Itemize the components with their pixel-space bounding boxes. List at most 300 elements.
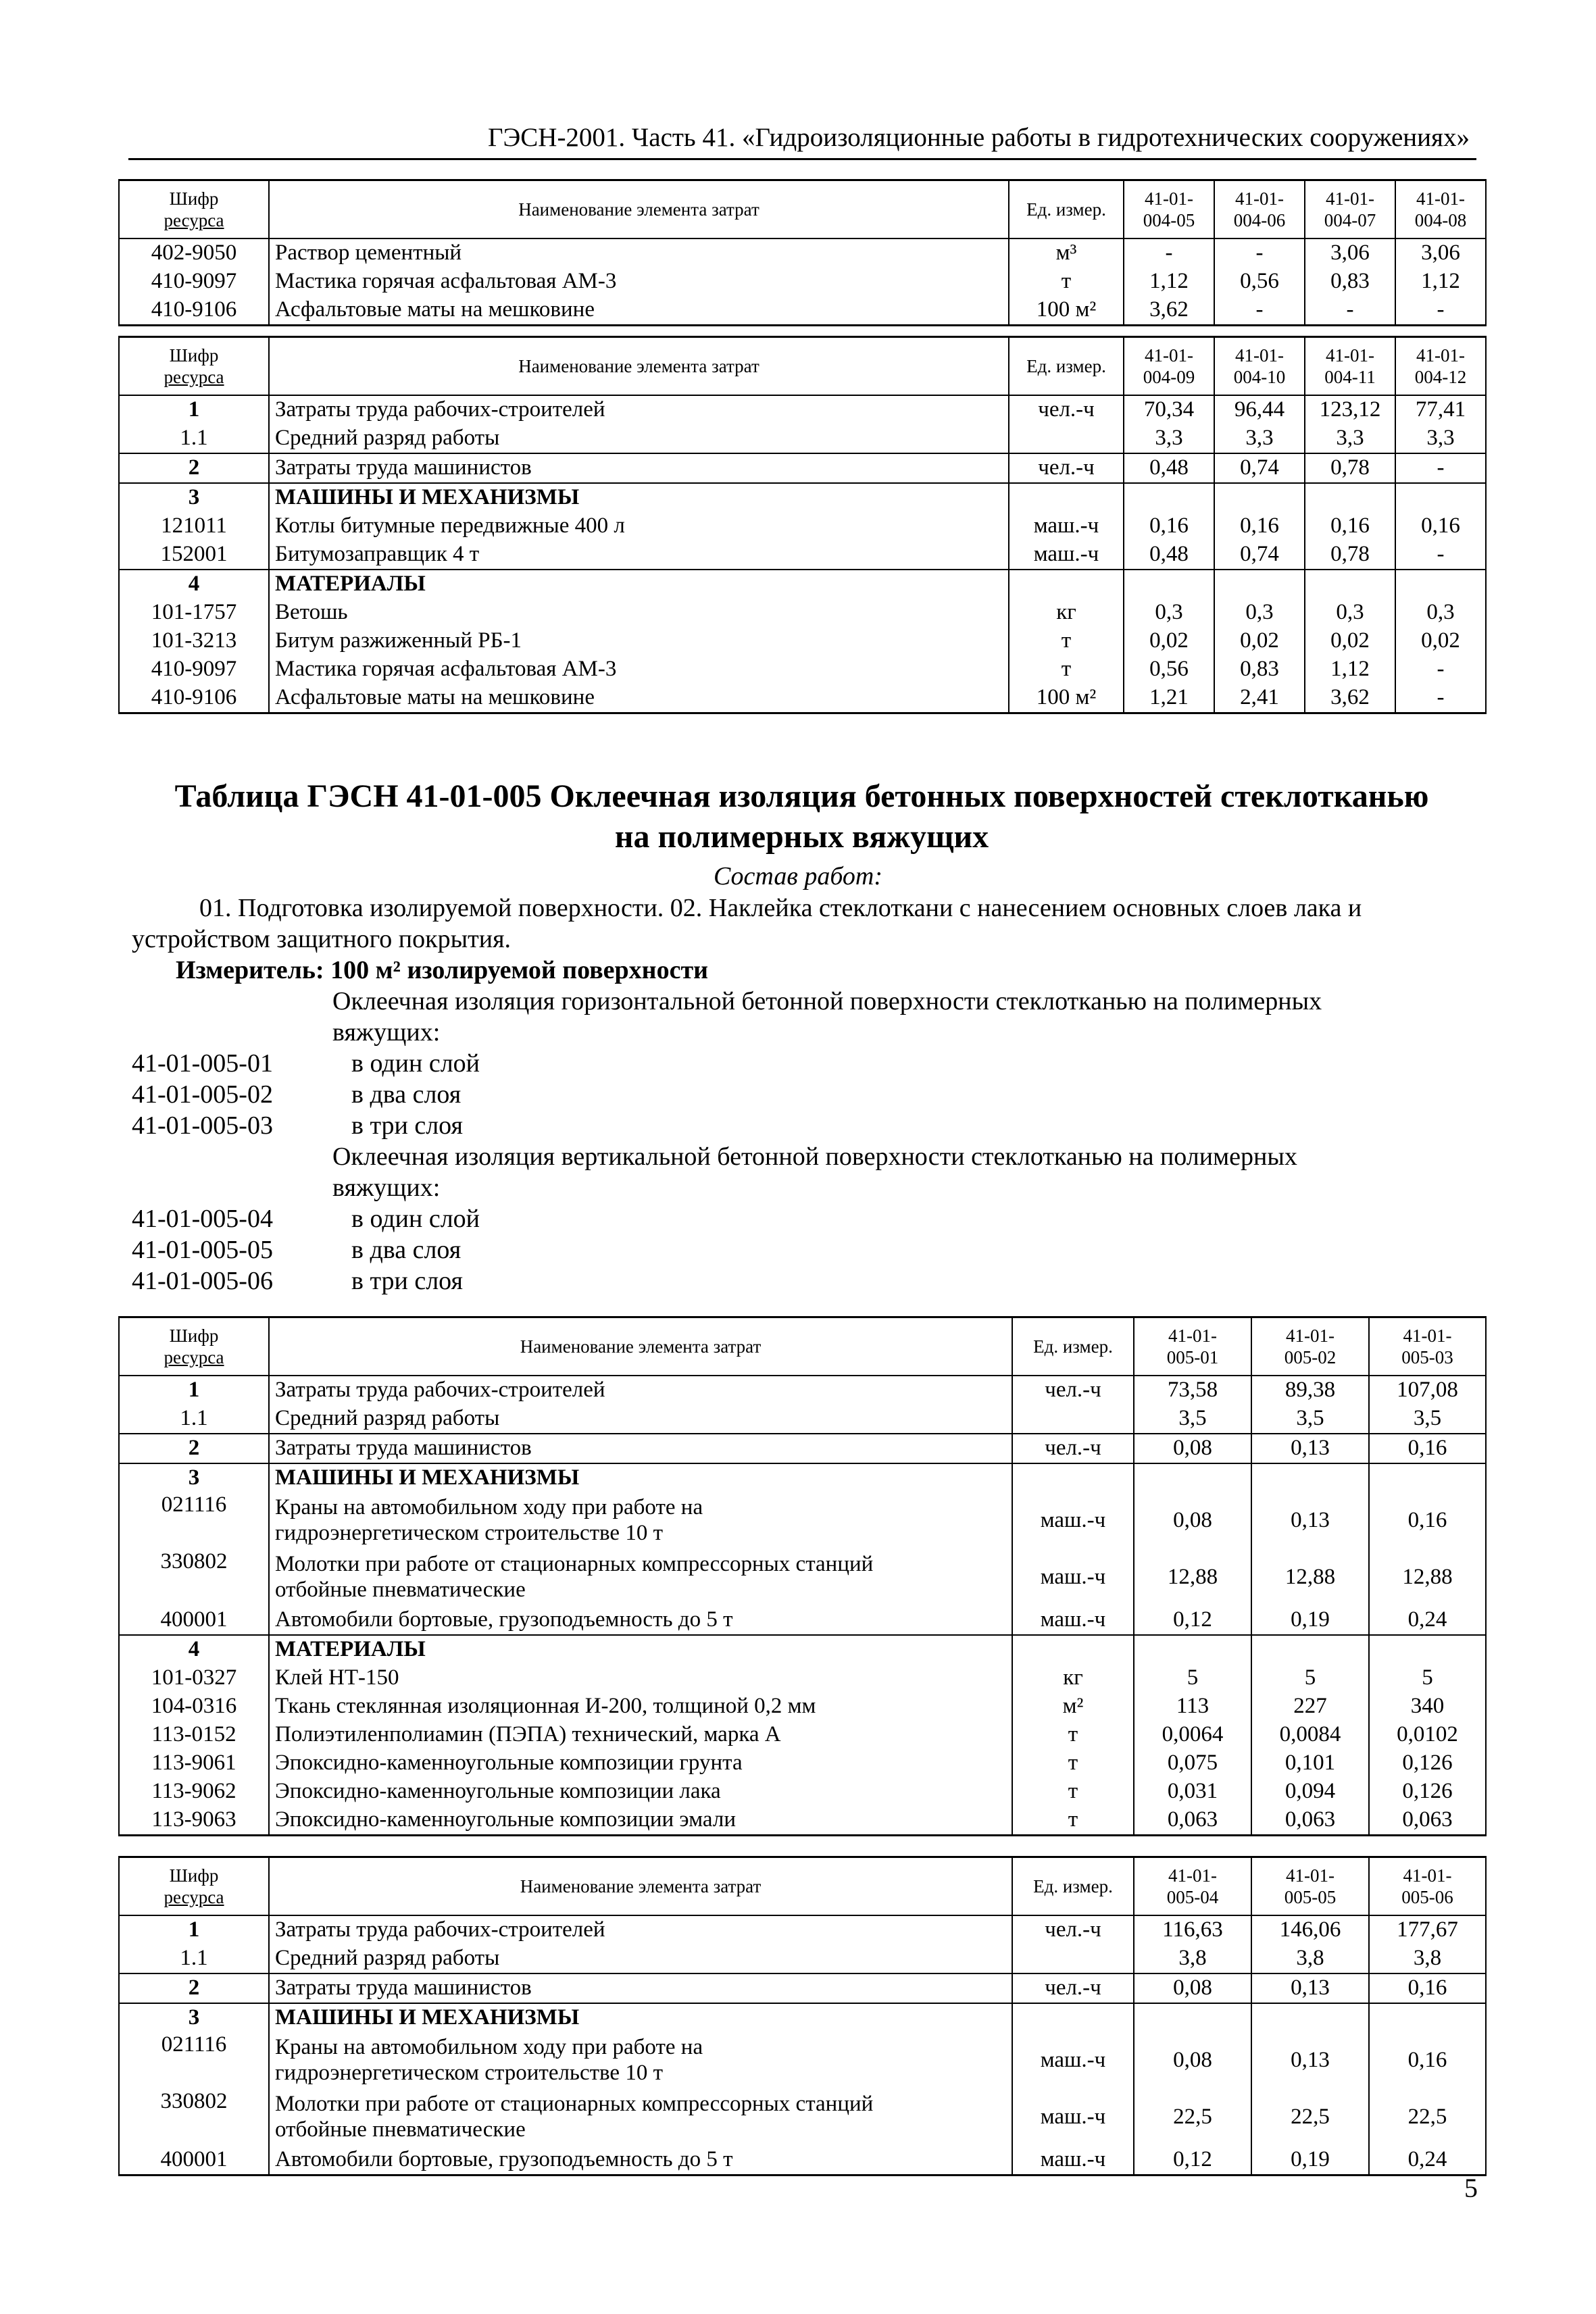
cell-value: - bbox=[1214, 238, 1305, 268]
cell-value: 12,88 bbox=[1369, 1549, 1486, 1606]
table-row bbox=[119, 296, 1486, 326]
cell-value: 177,67 bbox=[1369, 1915, 1486, 1944]
cell-name bbox=[269, 1434, 1012, 1463]
col-head-name: Наименование элемента затрат bbox=[269, 180, 1009, 239]
table-row bbox=[119, 2003, 1486, 2032]
cell-name-line: Эпоксидно-каменноугольные композиции грунта bbox=[275, 1751, 743, 1776]
col-head-norm bbox=[1305, 180, 1395, 239]
col-head-norm bbox=[1134, 1857, 1251, 1916]
cell-value: 12,88 bbox=[1251, 1549, 1369, 1606]
table-row bbox=[119, 395, 1486, 424]
col-head-norm-line2: 005-02 bbox=[1284, 1347, 1337, 1367]
cell-value: 3,06 bbox=[1305, 238, 1395, 268]
table-row bbox=[119, 1405, 1486, 1434]
table-row bbox=[119, 238, 1486, 268]
cell-value: 0,16 bbox=[1395, 512, 1486, 540]
cell-unit: чел.-ч bbox=[1012, 1376, 1134, 1405]
cell-value bbox=[1305, 483, 1395, 512]
cell-value: 0,83 bbox=[1305, 268, 1395, 296]
cell-unit: м³ bbox=[1009, 238, 1124, 268]
cell-value: 5 bbox=[1369, 1664, 1486, 1692]
col-head-norm-line2: 005-03 bbox=[1401, 1347, 1453, 1367]
cell-value bbox=[1134, 1463, 1251, 1492]
cell-value bbox=[1124, 483, 1214, 512]
cell-value: 3,8 bbox=[1251, 1944, 1369, 1973]
cell-value: 107,08 bbox=[1369, 1376, 1486, 1405]
cell-name: Асфальтовые маты на мешковине bbox=[269, 296, 1009, 326]
col-head-name: Наименование элемента затрат bbox=[269, 1317, 1012, 1376]
col-head-code-line1: Шифр bbox=[169, 188, 219, 209]
cell-name-line: Автомобили бортовые, грузоподъемность до 5 т bbox=[275, 1607, 733, 1632]
cell-code: 2 bbox=[119, 453, 269, 483]
cell-value: 0,02 bbox=[1214, 627, 1305, 655]
cell-value: 0,13 bbox=[1251, 1492, 1369, 1549]
table-41-01-004-09-12 bbox=[118, 336, 1487, 714]
cell-name bbox=[269, 1405, 1012, 1434]
cell-value: 96,44 bbox=[1214, 395, 1305, 424]
col-head-norm-line2: 004-08 bbox=[1414, 210, 1467, 230]
cell-value bbox=[1369, 1635, 1486, 1664]
cell-value bbox=[1251, 1635, 1369, 1664]
col-head-norm-line1: 41-01- bbox=[1168, 1865, 1217, 1886]
cell-code: 101-1757 bbox=[119, 599, 269, 627]
col-head-unit: Ед. измер. bbox=[1009, 180, 1124, 239]
cell-value: 116,63 bbox=[1134, 1915, 1251, 1944]
cell-name bbox=[269, 1664, 1012, 1692]
cell-value: 0,74 bbox=[1214, 540, 1305, 570]
table-row bbox=[119, 483, 1486, 512]
cell-unit bbox=[1012, 1405, 1134, 1434]
col-head-norm-line1: 41-01- bbox=[1326, 345, 1374, 366]
cell-value: 0,16 bbox=[1369, 1973, 1486, 2003]
cell-code: 1.1 bbox=[119, 1944, 269, 1973]
cell-code: 3 bbox=[119, 1463, 269, 1492]
cell-value bbox=[1134, 2003, 1251, 2032]
col-head-norm bbox=[1214, 180, 1305, 239]
col-head-code bbox=[119, 1857, 269, 1916]
col-head-norm bbox=[1251, 1317, 1369, 1376]
cell-value bbox=[1395, 483, 1486, 512]
col-head-unit: Ед. измер. bbox=[1012, 1857, 1134, 1916]
cell-name bbox=[269, 1492, 1012, 1549]
cell-code: 113-9062 bbox=[119, 1778, 269, 1806]
cell-name-line: МАШИНЫ И МЕХАНИЗМЫ bbox=[275, 2005, 580, 2030]
col-head-norm-line2: 004-07 bbox=[1324, 210, 1376, 230]
cell-name-line: Эпоксидно-каменноугольные композиции эмали bbox=[275, 1807, 736, 1832]
cell-name bbox=[269, 1749, 1012, 1778]
cell-value: 0,02 bbox=[1395, 627, 1486, 655]
cell-value: 0,0064 bbox=[1134, 1721, 1251, 1749]
cell-unit: т bbox=[1012, 1778, 1134, 1806]
cell-value: 22,5 bbox=[1134, 2089, 1251, 2146]
cell-name bbox=[269, 1806, 1012, 1836]
cell-unit: маш.-ч bbox=[1012, 2146, 1134, 2175]
col-head-norm-line2: 005-06 bbox=[1401, 1887, 1453, 1907]
col-head-name: Наименование элемента затрат bbox=[269, 337, 1009, 396]
cell-unit bbox=[1009, 483, 1124, 512]
cell-code: 021116 bbox=[119, 2032, 269, 2089]
table-row bbox=[119, 627, 1486, 655]
cell-unit bbox=[1012, 1944, 1134, 1973]
cell-unit: кг bbox=[1012, 1664, 1134, 1692]
cell-name-line: Затраты труда рабочих-строителей bbox=[275, 1917, 605, 1942]
col-head-norm-line1: 41-01- bbox=[1286, 1865, 1335, 1886]
col-head-norm-line1: 41-01- bbox=[1145, 188, 1193, 209]
cell-code: 2 bbox=[119, 1434, 269, 1463]
table-title-line1: Таблица ГЭСН 41-01-005 Оклеечная изоляция бетонных поверхностей стеклотканью bbox=[174, 778, 1429, 814]
col-head-norm-line2: 005-05 bbox=[1284, 1887, 1337, 1907]
cell-value: 3,3 bbox=[1305, 424, 1395, 453]
cell-value: 123,12 bbox=[1305, 395, 1395, 424]
col-head-code-line2: ресурса bbox=[164, 367, 224, 387]
col-head-code bbox=[119, 337, 269, 396]
cell-code: 410-9097 bbox=[119, 268, 269, 296]
col-head-norm bbox=[1395, 337, 1486, 396]
cell-code: 113-9063 bbox=[119, 1806, 269, 1836]
cell-name-line: отбойные пневматические bbox=[275, 2117, 526, 2142]
norm-description: в три слоя bbox=[351, 1111, 463, 1140]
cell-code: 3 bbox=[119, 483, 269, 512]
cell-value: 0,56 bbox=[1124, 655, 1214, 684]
cell-name-line: Полиэтиленполиамин (ПЭПА) технический, марка А bbox=[275, 1722, 781, 1747]
cell-name: Мастика горячая асфальтовая АМ-3 bbox=[269, 655, 1009, 684]
cell-value: 0,24 bbox=[1369, 1606, 1486, 1635]
cell-value bbox=[1251, 2003, 1369, 2032]
cell-name bbox=[269, 1549, 1012, 1606]
cell-code: 021116 bbox=[119, 1492, 269, 1549]
table-row bbox=[119, 1721, 1486, 1749]
cell-code: 104-0316 bbox=[119, 1692, 269, 1721]
table-row bbox=[119, 2146, 1486, 2175]
cell-value: 3,3 bbox=[1214, 424, 1305, 453]
cell-value bbox=[1305, 570, 1395, 599]
table-row bbox=[119, 1606, 1486, 1635]
cell-value: 5 bbox=[1251, 1664, 1369, 1692]
table-row bbox=[119, 1806, 1486, 1836]
table-row bbox=[119, 512, 1486, 540]
cell-code: 410-9097 bbox=[119, 655, 269, 684]
cell-name: Ветошь bbox=[269, 599, 1009, 627]
cell-name-line: Средний разряд работы bbox=[275, 1946, 500, 1971]
cell-value: 340 bbox=[1369, 1692, 1486, 1721]
cell-code: 1.1 bbox=[119, 1405, 269, 1434]
cell-name-line: Клей НТ-150 bbox=[275, 1665, 399, 1690]
col-head-norm-line2: 004-10 bbox=[1233, 367, 1286, 387]
cell-unit: маш.-ч bbox=[1012, 2089, 1134, 2146]
table-row bbox=[119, 684, 1486, 713]
table-header-row bbox=[119, 1317, 1486, 1376]
cell-unit: кг bbox=[1009, 599, 1124, 627]
cell-unit: т bbox=[1009, 627, 1124, 655]
cell-value: 0,08 bbox=[1134, 1434, 1251, 1463]
cell-name-line: гидроэнергетическом строительстве 10 т bbox=[275, 2061, 664, 2085]
cell-name: Раствор цементный bbox=[269, 238, 1009, 268]
col-head-unit: Ед. измер. bbox=[1012, 1317, 1134, 1376]
cell-value: 0,16 bbox=[1369, 2032, 1486, 2089]
cell-unit: т bbox=[1012, 1749, 1134, 1778]
cell-value: 146,06 bbox=[1251, 1915, 1369, 1944]
col-head-norm-line2: 004-05 bbox=[1143, 210, 1195, 230]
cell-value: 0,0102 bbox=[1369, 1721, 1486, 1749]
table-row bbox=[119, 1434, 1486, 1463]
table-row bbox=[119, 424, 1486, 453]
cell-code: 101-0327 bbox=[119, 1664, 269, 1692]
norm-code: 41-01-005-05 bbox=[132, 1236, 273, 1264]
cell-value: 89,38 bbox=[1251, 1376, 1369, 1405]
cell-value: 0,48 bbox=[1124, 453, 1214, 483]
col-head-norm-line2: 005-04 bbox=[1166, 1887, 1219, 1907]
cell-code: 113-9061 bbox=[119, 1749, 269, 1778]
cell-value: 2,41 bbox=[1214, 684, 1305, 713]
table-title-line2: на полимерных вяжущих bbox=[614, 819, 989, 855]
cell-value: 70,34 bbox=[1124, 395, 1214, 424]
cell-unit: т bbox=[1012, 1806, 1134, 1836]
cell-name bbox=[269, 1721, 1012, 1749]
col-head-norm-line1: 41-01- bbox=[1235, 345, 1284, 366]
cell-name-line: Затраты труда рабочих-строителей bbox=[275, 1378, 605, 1403]
col-head-unit: Ед. измер. bbox=[1009, 337, 1124, 396]
col-head-code bbox=[119, 180, 269, 239]
table-row bbox=[119, 1973, 1486, 2003]
cell-value: - bbox=[1395, 296, 1486, 326]
table-row bbox=[119, 1664, 1486, 1692]
cell-value: 5 bbox=[1134, 1664, 1251, 1692]
cell-code: 1 bbox=[119, 1376, 269, 1405]
cell-unit: чел.-ч bbox=[1012, 1915, 1134, 1944]
cell-name-line: Средний разряд работы bbox=[275, 1406, 500, 1431]
norm-code: 41-01-005-03 bbox=[132, 1111, 273, 1140]
cell-unit: чел.-ч bbox=[1009, 395, 1124, 424]
cell-unit: маш.-ч bbox=[1009, 540, 1124, 570]
table-row bbox=[119, 599, 1486, 627]
cell-value: 3,5 bbox=[1134, 1405, 1251, 1434]
cell-code: 410-9106 bbox=[119, 296, 269, 326]
cell-value: 0,02 bbox=[1124, 627, 1214, 655]
cell-value: 0,126 bbox=[1369, 1778, 1486, 1806]
cell-value: 0,12 bbox=[1134, 2146, 1251, 2175]
cell-value: 0,56 bbox=[1214, 268, 1305, 296]
cell-name bbox=[269, 1376, 1012, 1405]
col-head-norm bbox=[1369, 1317, 1486, 1376]
col-head-norm-line2: 004-06 bbox=[1233, 210, 1286, 230]
cell-name-line: отбойные пневматические bbox=[275, 1578, 526, 1602]
cell-value: 113 bbox=[1134, 1692, 1251, 1721]
cell-value: 0,19 bbox=[1251, 2146, 1369, 2175]
col-head-norm-line1: 41-01- bbox=[1326, 188, 1374, 209]
col-head-norm-line1: 41-01- bbox=[1416, 188, 1465, 209]
cell-unit: м² bbox=[1012, 1692, 1134, 1721]
cell-value: 227 bbox=[1251, 1692, 1369, 1721]
composition-label: Состав работ: bbox=[713, 862, 883, 890]
table-header-row bbox=[119, 180, 1486, 239]
table-row bbox=[119, 2032, 1486, 2089]
cell-value: 0,16 bbox=[1124, 512, 1214, 540]
cell-value: 0,063 bbox=[1251, 1806, 1369, 1836]
cell-name bbox=[269, 1915, 1012, 1944]
cell-name-line: Краны на автомобильном ходу при работе на bbox=[275, 2035, 703, 2060]
cell-value: 3,5 bbox=[1251, 1405, 1369, 1434]
col-head-code-line1: Шифр bbox=[169, 1865, 219, 1886]
cell-unit: 100 м² bbox=[1009, 296, 1124, 326]
group1-line1: Оклеечная изоляция горизонтальной бетонной поверхности стеклотканью на полимерных bbox=[332, 987, 1322, 1015]
page-number: 5 bbox=[1464, 2173, 1478, 2203]
cell-value bbox=[1369, 1463, 1486, 1492]
cell-value bbox=[1395, 570, 1486, 599]
table-41-01-005-04-06 bbox=[118, 1856, 1487, 2176]
cell-value: 0,3 bbox=[1124, 599, 1214, 627]
col-head-norm-line1: 41-01- bbox=[1416, 345, 1465, 366]
table-row bbox=[119, 1692, 1486, 1721]
cell-name: Асфальтовые маты на мешковине bbox=[269, 684, 1009, 713]
col-head-code-line2: ресурса bbox=[164, 210, 224, 230]
cell-value: 0,24 bbox=[1369, 2146, 1486, 2175]
cell-name bbox=[269, 2032, 1012, 2089]
cell-value bbox=[1134, 1635, 1251, 1664]
cell-unit: 100 м² bbox=[1009, 684, 1124, 713]
col-head-norm-line2: 004-12 bbox=[1414, 367, 1467, 387]
cell-code: 1.1 bbox=[119, 424, 269, 453]
cell-value: - bbox=[1395, 655, 1486, 684]
cell-code: 4 bbox=[119, 1635, 269, 1664]
cell-name bbox=[269, 2089, 1012, 2146]
cell-name-line: гидроэнергетическом строительстве 10 т bbox=[275, 1521, 664, 1545]
table-row bbox=[119, 655, 1486, 684]
table-row bbox=[119, 453, 1486, 483]
cell-code: 402-9050 bbox=[119, 238, 269, 268]
cell-value: 1,12 bbox=[1124, 268, 1214, 296]
cell-code: 1 bbox=[119, 1915, 269, 1944]
col-head-norm bbox=[1124, 337, 1214, 396]
cell-code: 121011 bbox=[119, 512, 269, 540]
col-head-code-line1: Шифр bbox=[169, 1325, 219, 1346]
cell-code: 4 bbox=[119, 570, 269, 599]
cell-value: 0,48 bbox=[1124, 540, 1214, 570]
cell-value: 0,13 bbox=[1251, 1434, 1369, 1463]
cell-unit bbox=[1009, 424, 1124, 453]
cell-unit: т bbox=[1009, 655, 1124, 684]
cell-code: 101-3213 bbox=[119, 627, 269, 655]
cell-value: 0,3 bbox=[1305, 599, 1395, 627]
norm-description: в три слоя bbox=[351, 1267, 463, 1295]
col-head-norm bbox=[1134, 1317, 1251, 1376]
composition-line2: устройством защитного покрытия. bbox=[132, 925, 512, 953]
cell-name bbox=[269, 1778, 1012, 1806]
table-row bbox=[119, 1376, 1486, 1405]
cell-name-line: Эпоксидно-каменноугольные композиции лака bbox=[275, 1779, 721, 1804]
cell-value: 1,12 bbox=[1305, 655, 1395, 684]
cell-name bbox=[269, 1944, 1012, 1973]
cell-unit bbox=[1012, 2003, 1134, 2032]
col-head-norm-line2: 004-11 bbox=[1324, 367, 1376, 387]
cell-value: 1,12 bbox=[1395, 268, 1486, 296]
cell-name-line: Молотки при работе от стационарных компрессорных станций bbox=[275, 1552, 874, 1577]
col-head-norm bbox=[1124, 180, 1214, 239]
cell-name bbox=[269, 2003, 1012, 2032]
cell-value bbox=[1124, 570, 1214, 599]
cell-value: 0,13 bbox=[1251, 2032, 1369, 2089]
group1-line2: вяжущих: bbox=[332, 1018, 441, 1047]
cell-value: 0,83 bbox=[1214, 655, 1305, 684]
col-head-code-line2: ресурса bbox=[164, 1887, 224, 1907]
table-row bbox=[119, 1549, 1486, 1606]
cell-name bbox=[269, 1606, 1012, 1635]
cell-unit bbox=[1012, 1463, 1134, 1492]
group2-line2: вяжущих: bbox=[332, 1174, 441, 1202]
cell-value: 73,58 bbox=[1134, 1376, 1251, 1405]
cell-value: - bbox=[1395, 540, 1486, 570]
cell-code: 3 bbox=[119, 2003, 269, 2032]
col-head-norm bbox=[1369, 1857, 1486, 1916]
table-41-01-005-01-03 bbox=[118, 1316, 1487, 1836]
cell-value: 3,62 bbox=[1124, 296, 1214, 326]
cell-value: 0,031 bbox=[1134, 1778, 1251, 1806]
norm-code: 41-01-005-06 bbox=[132, 1267, 273, 1295]
col-head-norm-line2: 005-01 bbox=[1166, 1347, 1219, 1367]
cell-name: Средний разряд работы bbox=[269, 424, 1009, 453]
cell-name-line: МАШИНЫ И МЕХАНИЗМЫ bbox=[275, 1465, 580, 1490]
norm-code: 41-01-005-02 bbox=[132, 1080, 273, 1109]
norm-code: 41-01-005-04 bbox=[132, 1205, 273, 1233]
cell-value: 0,3 bbox=[1395, 599, 1486, 627]
cell-name-line: Затраты труда машинистов bbox=[275, 1976, 532, 2001]
cell-value: 0,16 bbox=[1369, 1434, 1486, 1463]
table-row bbox=[119, 570, 1486, 599]
cell-name bbox=[269, 1692, 1012, 1721]
col-head-code bbox=[119, 1317, 269, 1376]
col-head-norm-line2: 004-09 bbox=[1143, 367, 1195, 387]
table-row bbox=[119, 1463, 1486, 1492]
cell-unit: маш.-ч bbox=[1012, 1549, 1134, 1606]
cell-name-line: Автомобили бортовые, грузоподъемность до 5 т bbox=[275, 2147, 733, 2172]
table-row bbox=[119, 1492, 1486, 1549]
cell-value: 0,063 bbox=[1369, 1806, 1486, 1836]
norm-description: в один слой bbox=[351, 1049, 480, 1078]
cell-name-line: МАТЕРИАЛЫ bbox=[275, 1637, 426, 1662]
page-header bbox=[128, 116, 1476, 160]
cell-value: 0,78 bbox=[1305, 540, 1395, 570]
col-head-name: Наименование элемента затрат bbox=[269, 1857, 1012, 1916]
cell-value: 0,13 bbox=[1251, 1973, 1369, 2003]
cell-name-line: Затраты труда машинистов bbox=[275, 1436, 532, 1461]
cell-value: - bbox=[1305, 296, 1395, 326]
cell-name bbox=[269, 1463, 1012, 1492]
cell-name-line: Ткань стеклянная изоляционная И-200, толщиной 0,2 мм bbox=[275, 1694, 816, 1719]
cell-value: - bbox=[1124, 238, 1214, 268]
cell-value: 3,06 bbox=[1395, 238, 1486, 268]
cell-value: 0,101 bbox=[1251, 1749, 1369, 1778]
cell-name: Мастика горячая асфальтовая АМ-3 bbox=[269, 268, 1009, 296]
cell-name: Затраты труда рабочих-строителей bbox=[269, 395, 1009, 424]
cell-value: - bbox=[1214, 296, 1305, 326]
col-head-norm-line1: 41-01- bbox=[1168, 1325, 1217, 1346]
cell-name: Затраты труда машинистов bbox=[269, 453, 1009, 483]
table-row bbox=[119, 1635, 1486, 1664]
cell-value: 77,41 bbox=[1395, 395, 1486, 424]
cell-value: 0,094 bbox=[1251, 1778, 1369, 1806]
cell-value bbox=[1214, 483, 1305, 512]
table-41-01-004-05-08 bbox=[118, 179, 1487, 326]
cell-value: 0,16 bbox=[1305, 512, 1395, 540]
cell-value: 0,08 bbox=[1134, 1492, 1251, 1549]
table-row bbox=[119, 268, 1486, 296]
cell-value: 0,19 bbox=[1251, 1606, 1369, 1635]
cell-name bbox=[269, 1973, 1012, 2003]
cell-code: 2 bbox=[119, 1973, 269, 2003]
col-head-norm bbox=[1395, 180, 1486, 239]
cell-code: 410-9106 bbox=[119, 684, 269, 713]
cell-unit: т bbox=[1012, 1721, 1134, 1749]
col-head-norm-line1: 41-01- bbox=[1403, 1865, 1452, 1886]
